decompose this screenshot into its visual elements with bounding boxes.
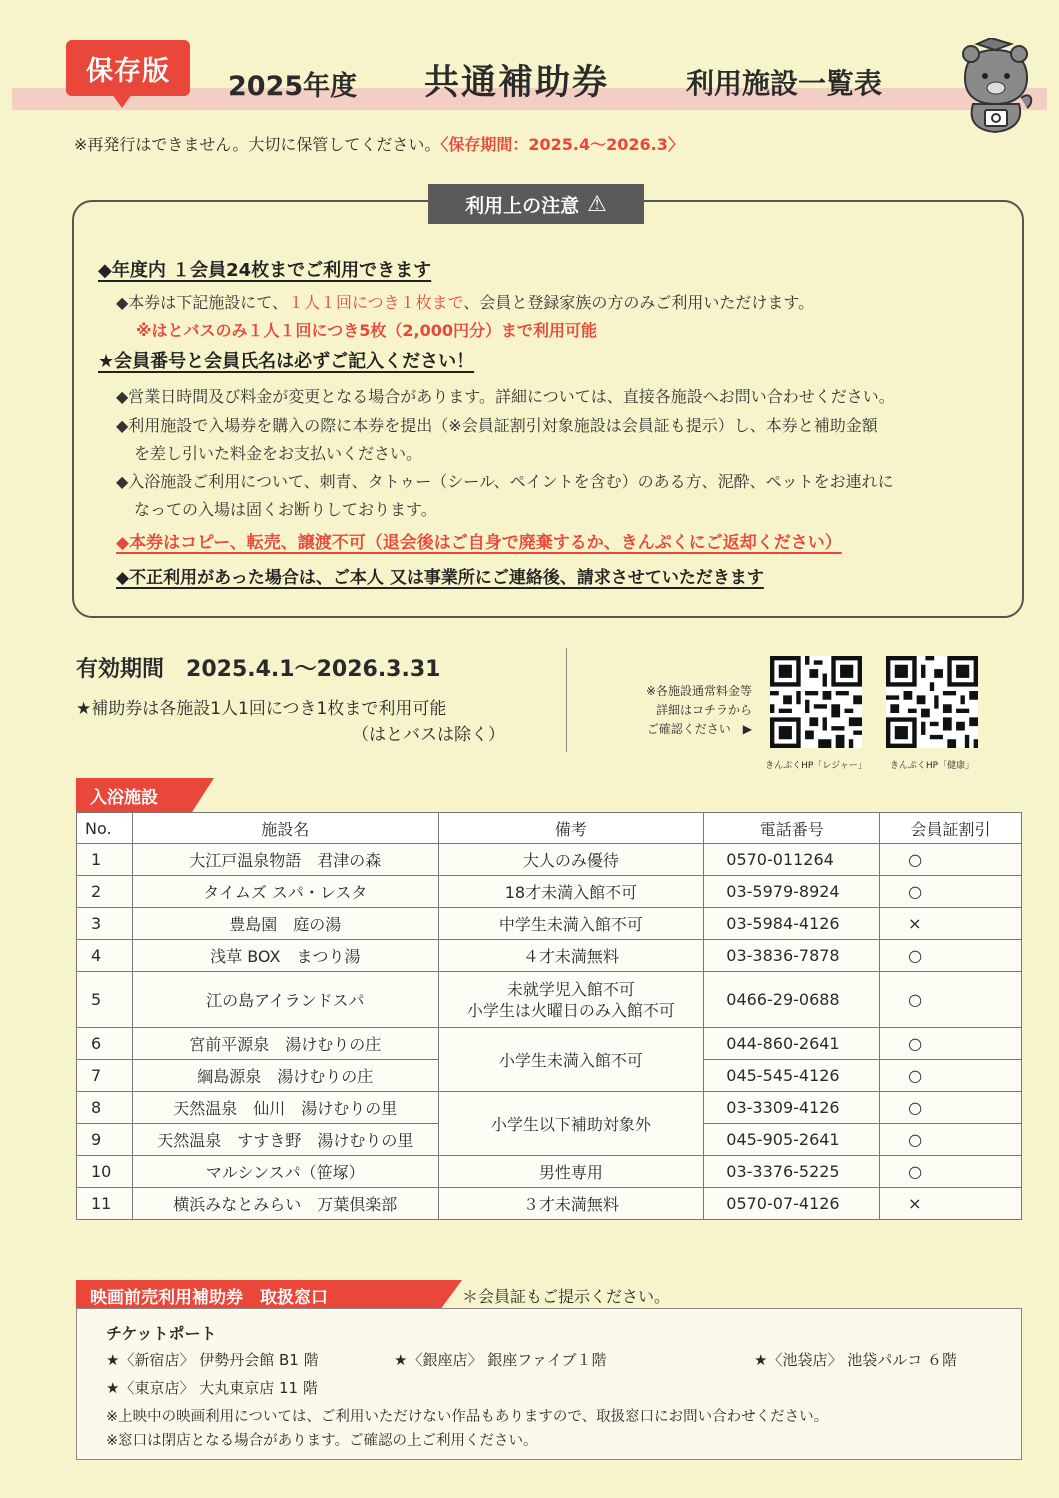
movie-tab-tail	[440, 1280, 462, 1310]
keep-badge: 保存版	[66, 40, 190, 96]
row-tel: 03-5979-8924	[704, 876, 880, 908]
table-row	[77, 908, 1022, 940]
caution-line-1c: 、会員と登録家族の方のみご利用いただけます。	[463, 293, 815, 312]
col-no: No.	[77, 813, 133, 844]
table-header-row	[77, 813, 1022, 844]
row-note: 小学生未満入館不可	[438, 1028, 704, 1092]
row-tel: 03-5984-4126	[704, 908, 880, 940]
validity-note-1: ★補助券は各施設1人1回につき1枚まで利用可能	[76, 699, 447, 719]
reissue-text: ※再発行はできません。大切に保管してください。	[74, 135, 441, 154]
qr-note-1: ※各施設通常料金等	[645, 684, 752, 698]
row-no: 7	[77, 1060, 133, 1092]
row-note: ３才未満無料	[438, 1188, 704, 1220]
row-name: 天然温泉 仙川 湯けむりの里	[132, 1092, 438, 1124]
row-note: 男性専用	[438, 1156, 704, 1188]
movie-note-1: ※上映中の映画利用については、ご利用いただけない作品もありますので、取扱窓口にお問い合わせください。	[106, 1409, 829, 1425]
caution-line-1b: １人１回につき１枚まで	[288, 293, 464, 312]
row-name: 綱島源泉 湯けむりの庄	[132, 1060, 438, 1092]
caution-line-2: ※はとバスのみ１人１回につき5枚（2,000円分）まで利用可能	[136, 321, 597, 340]
row-discount: ○	[880, 1060, 1022, 1092]
caution-title	[428, 184, 644, 224]
row-discount: ○	[880, 1124, 1022, 1156]
table-row	[77, 1028, 1022, 1060]
row-name: タイムズ スパ・レスタ	[132, 876, 438, 908]
col-name: 施設名	[132, 813, 438, 844]
badge-tail	[112, 94, 132, 108]
member-card-note: ＊会員証もご提示ください。	[462, 1287, 671, 1306]
table-row	[77, 1092, 1022, 1124]
movie-section-tab: 映画前売利用補助券 取扱窓口	[76, 1280, 440, 1310]
row-discount: ○	[880, 1092, 1022, 1124]
table-row	[77, 1188, 1022, 1220]
shop-shinjuku: ★〈新宿店〉 伊勢丹会館 B1 階	[106, 1351, 319, 1369]
caution-head-1-text: ◆年度内 １会員24枚までご利用できます	[98, 260, 432, 281]
row-note: 中学生未満入館不可	[438, 908, 704, 940]
row-note: 18才未満入館不可	[438, 876, 704, 908]
caution-line-1	[116, 290, 814, 313]
title-year: 2025年度	[228, 71, 358, 102]
warning-icon: ⚠	[587, 191, 607, 217]
col-note: 備考	[438, 813, 704, 844]
col-discount: 会員証割引	[880, 813, 1022, 844]
row-no: 10	[77, 1156, 133, 1188]
caution-line-1a: ◆本券は下記施設にて、	[116, 293, 288, 312]
row-discount: ○	[880, 972, 1022, 1028]
row-name: 浅草 BOX まつり湯	[132, 940, 438, 972]
table-row	[77, 940, 1022, 972]
caution-line-9-text: ◆不正利用があった場合は、ご本人 又は事業所にご連絡後、請求させていただきます	[116, 568, 764, 588]
qr-caption-leisure: きんぷくHP「レジャー」	[765, 761, 867, 771]
row-note-line-1: 未就学児入館不可	[506, 979, 635, 999]
validity-label: 有効期間	[76, 657, 165, 682]
caution-line-4: ◆利用施設で入場券を購入の際に本券を提出（※会員証割引対象施設は会員証も提示）し、本券と補助金額	[116, 416, 878, 435]
row-discount: ○	[880, 1028, 1022, 1060]
row-name: 豊島園 庭の湯	[132, 908, 438, 940]
validity-note-2: （はとバスは除く）	[352, 725, 505, 745]
caution-title-text: 利用上の注意	[465, 194, 580, 217]
row-no: 9	[77, 1124, 133, 1156]
table-row	[77, 1156, 1022, 1188]
row-no: 4	[77, 940, 133, 972]
caution-line-8	[116, 528, 842, 553]
row-discount: ×	[880, 908, 1022, 940]
qr-code-health-icon[interactable]	[886, 656, 978, 748]
qr-note	[602, 682, 752, 739]
validity-dates: 2025.4.1～2026.3.31	[186, 657, 441, 682]
qr-note-2: 詳細はコチラから	[655, 703, 752, 717]
qr-code-leisure-icon[interactable]	[770, 656, 862, 748]
row-discount: ○	[880, 1156, 1022, 1188]
shop-ikebukuro: ★〈池袋店〉 池袋パルコ ６階	[754, 1351, 957, 1369]
row-name: 大江戸温泉物語 君津の森	[132, 844, 438, 876]
row-tel: 0570-07-4126	[704, 1188, 880, 1220]
col-tel: 電話番号	[704, 813, 880, 844]
row-name: 天然温泉 すすき野 湯けむりの里	[132, 1124, 438, 1156]
table-row	[77, 876, 1022, 908]
caution-head-1	[98, 256, 431, 282]
table-row	[77, 844, 1022, 876]
page-subtitle: 利用施設一覧表	[686, 67, 883, 100]
row-tel: 045-905-2641	[704, 1124, 880, 1156]
caution-line-7: なっての入場は固くお断りしております。	[134, 500, 437, 519]
row-tel: 03-3376-5225	[704, 1156, 880, 1188]
caution-head-2-text: ★会員番号と会員氏名は必ずご記入ください！	[98, 351, 475, 372]
bath-tab-tail	[192, 778, 214, 812]
bath-section-tab: 入浴施設	[76, 778, 192, 812]
bath-facility-table	[76, 812, 1022, 1220]
table-row	[77, 972, 1022, 1028]
reissue-note	[74, 132, 684, 155]
qr-caption-health: きんぷくHP「健康」	[889, 761, 975, 771]
row-discount: ○	[880, 940, 1022, 972]
row-no: 1	[77, 844, 133, 876]
caution-line-9	[116, 563, 764, 588]
row-no: 2	[77, 876, 133, 908]
page-title: 共通補助券	[424, 63, 610, 103]
row-note-line-2: 小学生は火曜日のみ入館不可	[466, 1000, 675, 1020]
row-name: 江の島アイランドスパ	[132, 972, 438, 1028]
shop-tokyo: ★〈東京店〉 大丸東京店 11 階	[106, 1379, 318, 1397]
row-name: マルシンスパ（笹塚）	[132, 1156, 438, 1188]
row-tel: 03-3309-4126	[704, 1092, 880, 1124]
row-discount: ×	[880, 1188, 1022, 1220]
caution-head-2	[98, 347, 474, 373]
caution-line-8-text: ◆本券はコピー、転売、譲渡不可（退会後はご自身で廃棄するか、きんぷくにご返却ください）	[116, 533, 842, 553]
qr-note-3: ご確認ください ▶	[646, 722, 752, 736]
row-name: 横浜みなとみらい 万葉倶楽部	[132, 1188, 438, 1220]
divider	[566, 648, 567, 752]
row-tel: 0570-011264	[704, 844, 880, 876]
row-no: 11	[77, 1188, 133, 1220]
row-discount: ○	[880, 844, 1022, 876]
row-no: 8	[77, 1092, 133, 1124]
row-tel: 0466-29-0688	[704, 972, 880, 1028]
caution-line-3: ◆営業日時間及び料金が変更となる場合があります。詳細については、直接各施設へお問い合わせください。	[116, 387, 895, 406]
row-no: 6	[77, 1028, 133, 1060]
keep-period: 〈保存期間：2025.4～2026.3〉	[440, 135, 684, 154]
row-tel: 045-545-4126	[704, 1060, 880, 1092]
row-note: 小学生以下補助対象外	[438, 1092, 704, 1156]
movie-note-2: ※窓口は閉店となる場合があります。ご確認の上ご利用ください。	[106, 1433, 538, 1449]
row-name: 宮前平源泉 湯けむりの庄	[132, 1028, 438, 1060]
bear-mascot-icon	[955, 38, 1037, 134]
row-tel: 03-3836-7878	[704, 940, 880, 972]
row-discount: ○	[880, 876, 1022, 908]
caution-line-5: を差し引いた料金をお支払いください。	[134, 444, 423, 463]
row-note: 大人のみ優待	[438, 844, 704, 876]
ticket-port-heading: チケットポート	[106, 1324, 217, 1343]
row-note: ４才未満無料	[438, 940, 704, 972]
row-note	[438, 972, 704, 1028]
row-no: 3	[77, 908, 133, 940]
row-tel: 044-860-2641	[704, 1028, 880, 1060]
row-no: 5	[77, 972, 133, 1028]
shop-ginza: ★〈銀座店〉 銀座ファイブ１階	[394, 1351, 607, 1369]
validity-period	[76, 652, 440, 683]
caution-line-6: ◆入浴施設ご利用について、刺青、タトゥー（シール、ペイントを含む）のある方、泥酔、ペットをお連れに	[116, 472, 894, 491]
